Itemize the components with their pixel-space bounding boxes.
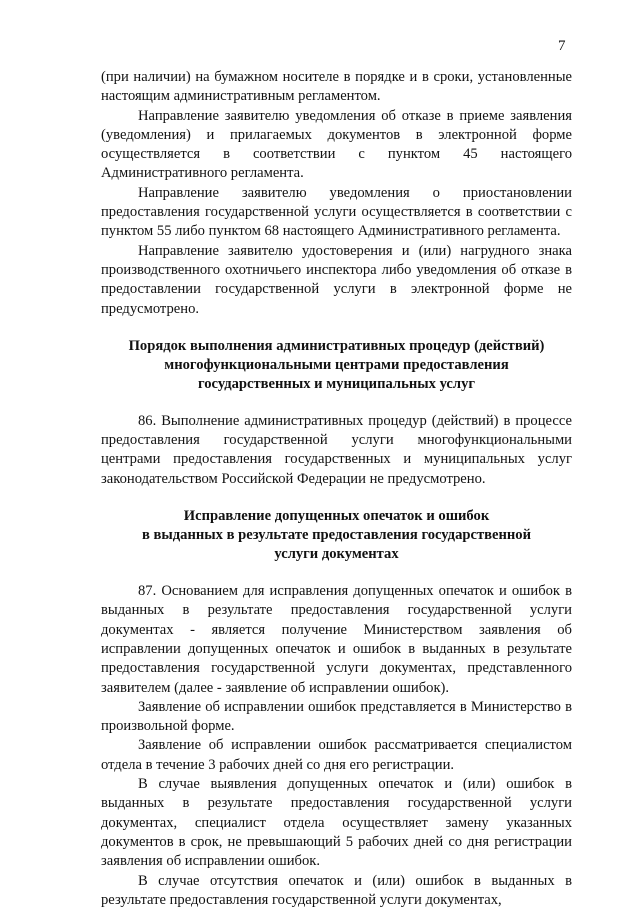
heading-line: Порядок выполнения административных процедур (действий)	[101, 337, 572, 356]
heading-line: в выданных в результате предоставления государственной	[101, 526, 572, 545]
paragraph: 87. Основанием для исправления допущенных опечаток и ошибок в выданных в результате предоставления государственной услуги документах - является получение Министерством заявления об исправлении допущенных опечаток и ошибок в выданных в результате предоставления государственной услуги документах, представленного заявителем (далее - заявление об исправлении ошибок).	[101, 582, 572, 698]
document-body	[101, 68, 572, 910]
paragraph: Заявление об исправлении ошибок рассматривается специалистом отдела в течение 3 рабочих дней со дня его регистрации.	[101, 736, 572, 775]
paragraph: Направление заявителю удостоверения и (или) нагрудного знака производственного охотничьего инспектора либо уведомления об отказе в предоставлении государственной услуги в электронной форме не предусмотрено.	[101, 242, 572, 319]
section-heading	[101, 337, 572, 394]
page-number: 7	[558, 38, 566, 55]
paragraph: Направление заявителю уведомления об отказе в приеме заявления (уведомления) и прилагаемых документов в электронной форме осуществляется в соответствии с пунктом 45 настоящего Административного регламента.	[101, 107, 572, 184]
heading-line: многофункциональными центрами предоставления	[101, 356, 572, 375]
paragraph: Заявление об исправлении ошибок представляется в Министерство в произвольной форме.	[101, 698, 572, 737]
section-heading	[101, 507, 572, 564]
heading-line: государственных и муниципальных услуг	[101, 375, 572, 394]
paragraph: 86. Выполнение административных процедур (действий) в процессе предоставления государственной услуги многофункциональными центрами предоставления государственных и муниципальных услуг законодательством Российской Федерации не предусмотрено.	[101, 412, 572, 489]
paragraph: Направление заявителю уведомления о приостановлении предоставления государственной услуги осуществляется в соответствии с пунктом 55 либо пунктом 68 настоящего Административного регламента.	[101, 184, 572, 242]
paragraph: В случае отсутствия опечаток и (или) ошибок в выданных в результате предоставления государственной услуги документах,	[101, 872, 572, 910]
heading-line: Исправление допущенных опечаток и ошибок	[101, 507, 572, 526]
paragraph: В случае выявления допущенных опечаток и (или) ошибок в выданных в результате предоставления государственной услуги документах, специалист отдела осуществляет замену указанных документов в срок, не превышающий 5 рабочих дней со дня регистрации заявления об исправлении ошибок.	[101, 775, 572, 871]
paragraph: (при наличии) на бумажном носителе в порядке и в сроки, установленные настоящим административным регламентом.	[101, 68, 572, 107]
heading-line: услуги документах	[101, 545, 572, 564]
